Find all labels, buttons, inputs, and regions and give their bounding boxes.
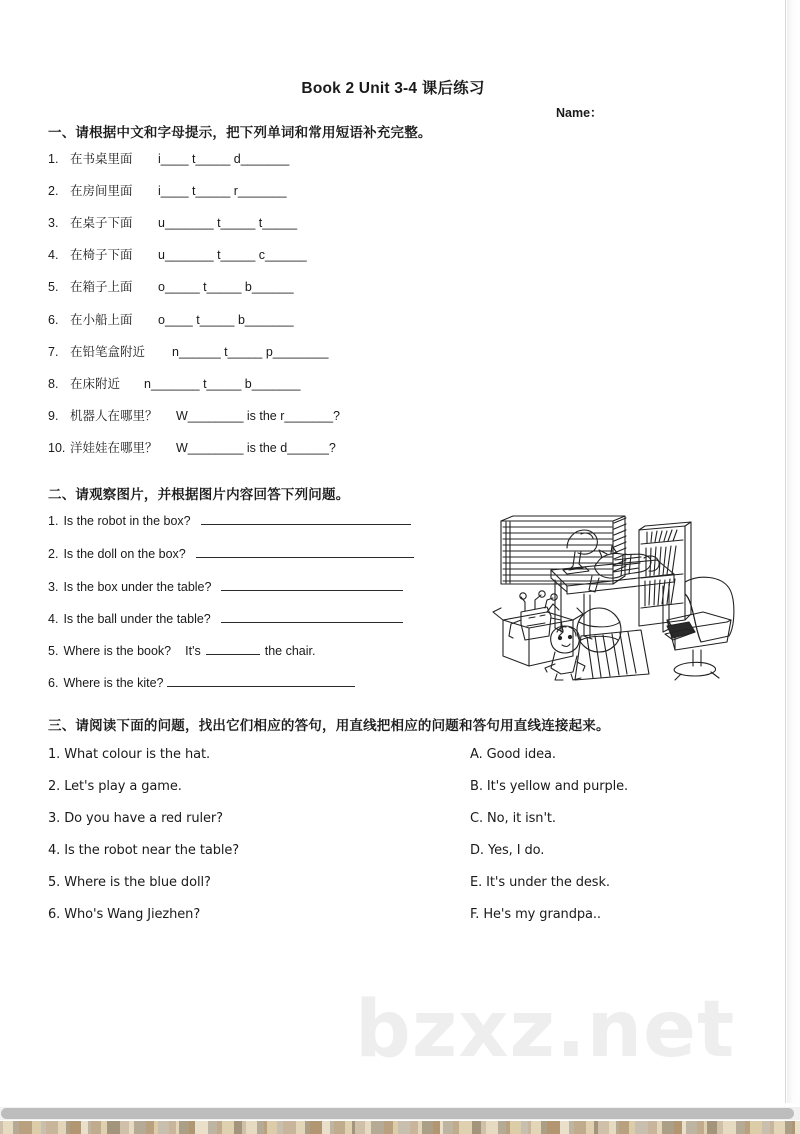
answer-blank-line[interactable] xyxy=(221,611,403,623)
item-answer-blank[interactable]: o_____ t_____ b______ xyxy=(158,280,294,294)
item-answer-blank[interactable]: W________ is the d______? xyxy=(176,441,336,455)
exercise1-item xyxy=(48,213,568,235)
question-text: Where is the book? xyxy=(63,644,172,658)
question-text: Is the box under the table? xyxy=(63,580,212,594)
item-chinese-prompt: 在箱子上面 xyxy=(70,280,133,294)
item-number: 9. xyxy=(48,409,59,423)
exercise1-item xyxy=(48,245,568,267)
item-number: 6. xyxy=(48,313,59,327)
item-number: 3. xyxy=(48,580,59,594)
match-answer[interactable]: A. Good idea. xyxy=(470,747,556,762)
exercise2-item xyxy=(48,579,403,594)
exercise1-item xyxy=(48,277,568,299)
exercise1-item xyxy=(48,406,568,428)
exercise1-item xyxy=(48,374,568,396)
exercise2-item xyxy=(48,611,403,626)
match-answer[interactable]: B. It's yellow and purple. xyxy=(470,779,629,794)
item-number: 1. xyxy=(48,514,59,528)
item-chinese-prompt: 洋娃娃在哪里？ xyxy=(70,441,158,455)
section-1-heading: 一、请根据中文和字母提示，把下列单词和常用短语补充完整。 xyxy=(48,125,432,140)
answer-suffix: the chair. xyxy=(264,644,316,658)
item-number: 5. xyxy=(48,280,59,294)
question-text: Is the doll on the box? xyxy=(63,547,186,561)
item-answer-blank[interactable]: n______ t_____ p________ xyxy=(172,345,329,359)
match-answer[interactable]: C. No, it isn't. xyxy=(470,811,556,826)
match-answer[interactable]: F. He's my grandpa.. xyxy=(470,907,601,922)
match-question[interactable]: 1. What colour is the hat. xyxy=(48,747,211,762)
match-question[interactable]: 4. Is the robot near the table? xyxy=(48,843,240,858)
section-3-heading: 三、请阅读下面的问题，找出它们相应的答句，用直线把相应的问题和答句用直线连接起来。 xyxy=(48,718,610,733)
item-chinese-prompt: 在小船上面 xyxy=(70,313,133,327)
exercise1-item xyxy=(48,149,568,171)
item-number: 2. xyxy=(48,184,59,198)
exercise2-item xyxy=(48,546,414,561)
match-answer[interactable]: E. It's under the desk. xyxy=(470,875,610,890)
exercise1-item xyxy=(48,342,568,364)
item-chinese-prompt: 在书桌里面 xyxy=(70,152,133,166)
item-answer-blank[interactable]: o____ t_____ b_______ xyxy=(158,313,294,327)
item-number: 4. xyxy=(48,612,59,626)
item-number: 4. xyxy=(48,248,59,262)
item-answer-blank[interactable]: u_______ t_____ t_____ xyxy=(158,216,298,230)
answer-blank-line[interactable] xyxy=(167,675,355,687)
item-answer-blank[interactable]: n_______ t_____ b_______ xyxy=(144,377,301,391)
item-chinese-prompt: 在椅子下面 xyxy=(70,248,133,262)
item-number: 5. xyxy=(48,644,59,658)
match-answer[interactable]: D. Yes, I do. xyxy=(470,843,545,858)
item-number: 2. xyxy=(48,547,59,561)
item-chinese-prompt: 在铅笔盒附近 xyxy=(70,345,146,359)
question-text: Is the ball under the table? xyxy=(63,612,211,626)
item-chinese-prompt: 在房间里面 xyxy=(70,184,133,198)
item-number: 6. xyxy=(48,676,59,690)
name-field-label: Name： xyxy=(556,106,603,120)
answer-blank-inline[interactable] xyxy=(206,643,260,655)
section-2-heading: 二、请观察图片，并根据图片内容回答下列问题。 xyxy=(48,487,350,502)
question-text: Is the robot in the box? xyxy=(63,514,191,528)
site-watermark: bzxz.net xyxy=(355,985,736,1075)
item-chinese-prompt: 机器人在哪里？ xyxy=(70,409,158,423)
page-thumbnail-strip[interactable] xyxy=(0,1121,800,1134)
match-question[interactable]: 3. Do you have a red ruler? xyxy=(48,811,223,826)
item-answer-blank[interactable]: i____ t_____ r_______ xyxy=(158,184,287,198)
item-number: 1. xyxy=(48,152,59,166)
item-chinese-prompt: 在床附近 xyxy=(70,377,121,391)
item-answer-blank[interactable]: W________ is the r_______? xyxy=(176,409,341,423)
exercise1-item xyxy=(48,310,568,332)
room-illustration xyxy=(489,508,744,686)
answer-blank-line[interactable] xyxy=(221,579,403,591)
item-answer-blank[interactable]: i____ t_____ d_______ xyxy=(158,152,290,166)
exercise1-item xyxy=(48,181,568,203)
exercise1-item xyxy=(48,438,568,460)
page-edge-shadow xyxy=(787,0,800,1103)
match-question[interactable]: 2. Let's play a game. xyxy=(48,779,182,794)
exercise2-item xyxy=(48,643,315,658)
item-answer-blank[interactable]: u_______ t_____ c______ xyxy=(158,248,307,262)
answer-blank-line[interactable] xyxy=(196,546,414,558)
question-text: Where is the kite? xyxy=(63,676,164,690)
answer-prefix: It's xyxy=(185,644,201,658)
exercise2-item xyxy=(48,675,355,690)
horizontal-scrollbar-thumb[interactable] xyxy=(1,1108,794,1119)
item-number: 8. xyxy=(48,377,59,391)
item-chinese-prompt: 在桌子下面 xyxy=(70,216,133,230)
exercise2-item xyxy=(48,513,411,528)
match-question[interactable]: 5. Where is the blue doll? xyxy=(48,875,211,890)
item-number: 3. xyxy=(48,216,59,230)
answer-blank-line[interactable] xyxy=(201,513,411,525)
item-number: 10. xyxy=(48,441,66,455)
item-number: 7. xyxy=(48,345,59,359)
match-question[interactable]: 6. Who's Wang Jiezhen? xyxy=(48,907,201,922)
page-title: Book 2 Unit 3-4 课后练习 xyxy=(301,80,485,97)
